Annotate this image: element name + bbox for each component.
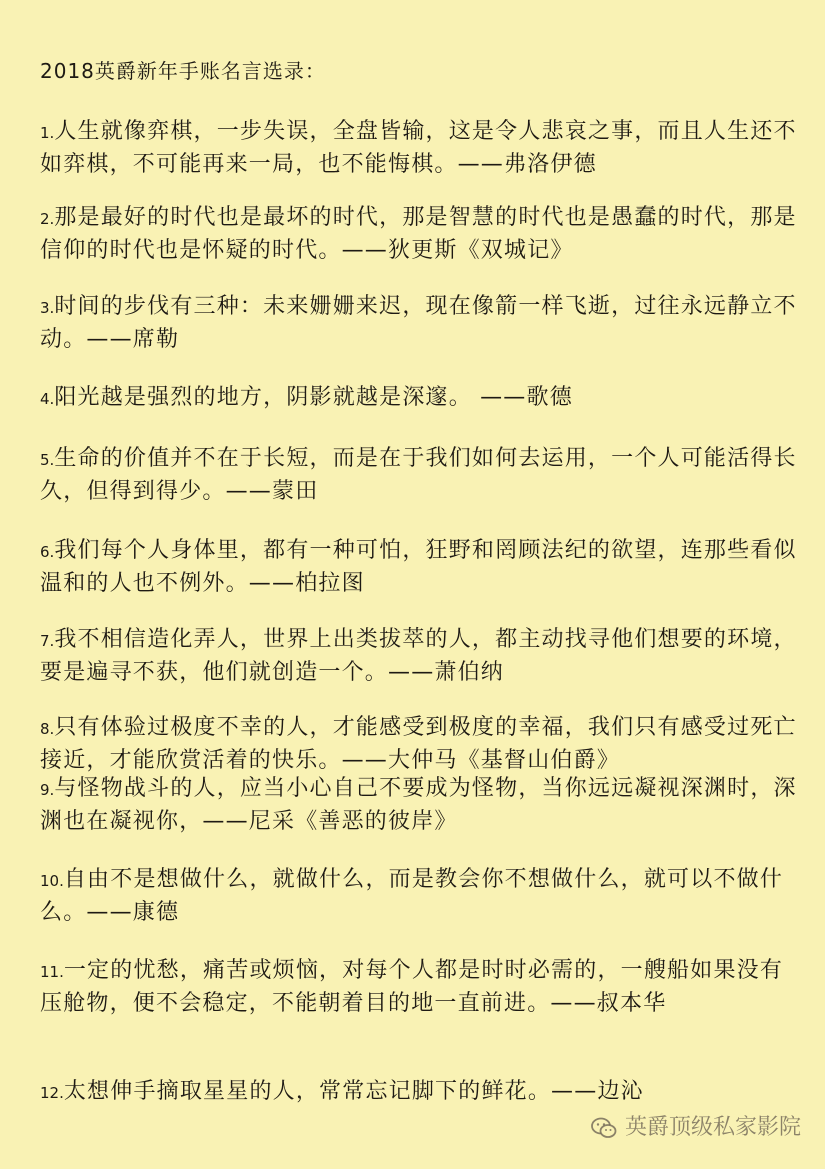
- quote-number: 1.: [40, 124, 55, 142]
- quote-text: 太想伸手摘取星星的人，常常忘记脚下的鲜花。——边沁: [63, 1079, 644, 1104]
- wechat-icon: [591, 1117, 617, 1139]
- quote-item: [40, 382, 800, 415]
- quote-number: 4.: [40, 390, 55, 408]
- quote-item: [40, 116, 800, 181]
- watermark-text: 英爵顶级私家影院: [624, 1115, 801, 1140]
- quote-number: 6.: [40, 543, 55, 561]
- quote-item: [40, 773, 800, 838]
- quote-number: 3.: [40, 299, 55, 317]
- quote-item: [40, 1076, 800, 1109]
- quote-text: 自由不是想做什么，就做什么，而是教会你不想做什么，就可以不做什么。——康德: [40, 867, 784, 925]
- quote-text: 与怪物战斗的人，应当小心自己不要成为怪物，当你远远凝视深渊时，深渊也在凝视你，——尼采《善恶的彼岸》: [40, 776, 797, 834]
- watermark: [591, 1113, 801, 1143]
- quote-item: [40, 535, 800, 600]
- quote-text: 时间的步伐有三种：未来姗姗来迟，现在像箭一样飞逝，过往永远静立不动。——席勒: [40, 294, 797, 352]
- quote-number: 11.: [40, 963, 64, 981]
- quote-text: 阳光越是强烈的地方，阴影就越是深邃。 ——歌德: [54, 385, 573, 410]
- quote-number: 9.: [40, 781, 55, 799]
- quote-text: 我不相信造化弄人，世界上出类拔萃的人，都主动找寻他们想要的环境，要是遍寻不获，他们就创造一个。——萧伯纳: [40, 627, 797, 685]
- quote-text: 人生就像弈棋，一步失误，全盘皆输，这是令人悲哀之事，而且人生还不如弈棋，不可能再来一局，也不能悔棋。——弗洛伊德: [40, 119, 797, 177]
- quote-item: [40, 864, 800, 929]
- quote-number: 2.: [40, 210, 55, 228]
- quote-number: 5.: [40, 451, 55, 469]
- quote-text: 生命的价值并不在于长短，而是在于我们如何去运用，一个人可能活得长久，但得到得少。——蒙田: [40, 446, 797, 504]
- quote-item: [40, 624, 800, 689]
- quote-text: 我们每个人身体里，都有一种可怕，狂野和罔顾法纪的欲望，连那些看似温和的人也不例外。——柏拉图: [40, 538, 797, 596]
- quote-number: 12.: [40, 1084, 64, 1102]
- quote-number: 10.: [40, 872, 64, 890]
- quote-item: [40, 955, 800, 1020]
- quote-item: [40, 712, 800, 777]
- quote-item: [40, 202, 800, 267]
- quote-text: 一定的忧愁，痛苦或烦恼，对每个人都是时时必需的，一艘船如果没有压舱物，便不会稳定，不能朝着目的地一直前进。——叔本华: [40, 958, 784, 1016]
- quote-text: 只有体验过极度不幸的人，才能感受到极度的幸福，我们只有感受过死亡接近，才能欣赏活着的快乐。——大仲马《基督山伯爵》: [40, 715, 797, 773]
- quote-number: 7.: [40, 632, 55, 650]
- quote-item: [40, 443, 800, 508]
- quote-number: 8.: [40, 720, 55, 738]
- document-title: 2018英爵新年手账名言选录：: [40, 59, 326, 83]
- quote-item: [40, 291, 800, 356]
- quote-text: 那是最好的时代也是最坏的时代，那是智慧的时代也是愚蠢的时代，那是信仰的时代也是怀疑的时代。——狄更斯《双城记》: [40, 205, 797, 263]
